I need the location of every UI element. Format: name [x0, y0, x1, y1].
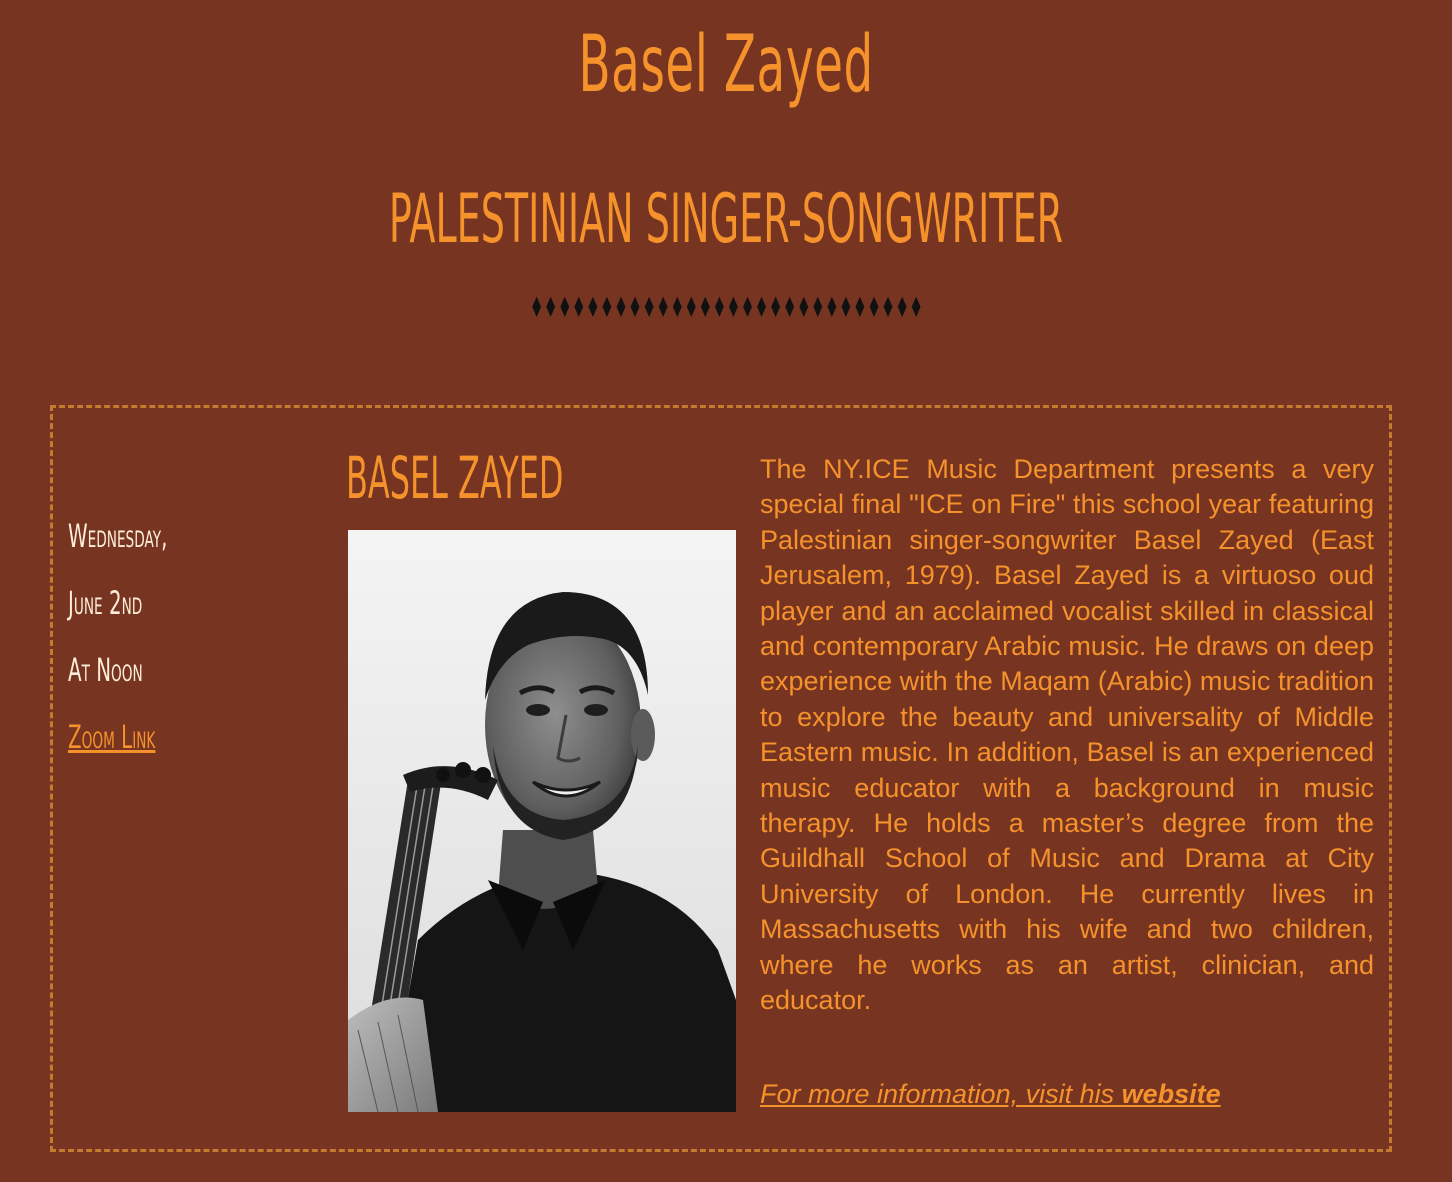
- zoom-link[interactable]: Zoom Link: [68, 718, 156, 756]
- artist-portrait-image: [348, 530, 736, 1112]
- diamond-divider: [0, 288, 1452, 328]
- zoom-link-wrapper: [68, 704, 223, 771]
- page-subtitle: [0, 170, 1452, 270]
- more-info-prefix: For more information, visit his: [760, 1079, 1122, 1109]
- artist-name-text: BASEL ZAYED: [346, 444, 564, 512]
- event-time: At Noon: [68, 651, 143, 689]
- more-info-link[interactable]: [760, 1079, 1221, 1109]
- event-card: [50, 405, 1392, 1152]
- event-details: [68, 503, 318, 771]
- page-title-text: Basel Zayed: [578, 20, 874, 110]
- diamond-divider-glyphs: ♦♦♦♦♦♦♦♦♦♦♦♦♦♦♦♦♦♦♦♦♦♦♦♦♦♦♦♦: [529, 291, 923, 324]
- artist-bio: The NY.ICE Music Department presents a very special final "ICE on Fire" this school year featuring Palestinian singer-songwriter Basel Zayed (East Jerusalem, 1979). Basel Zayed is a virtuoso oud player and an acclaimed vocalist skilled in classical and contemporary Arabic music. He draws on deep experience with the Maqam (Arabic) music tradition to explore the beauty and universality of Middle Eastern music. In addition, Basel is an experienced music educator with a background in music therapy. He holds a master’s degree from the Guildhall School of Music and Drama at City University of London. He currently lives in Massachusetts with his wife and two children, where he works as an artist, clinician, and educator.: [760, 454, 1374, 1016]
- more-info-line: [760, 1076, 1374, 1112]
- artist-photo: [348, 530, 736, 1112]
- page-subtitle-text: PALESTINIAN SINGER-SONGWRITER: [388, 180, 1064, 259]
- website-link[interactable]: website: [1121, 1079, 1221, 1109]
- artist-name-heading: [346, 438, 746, 518]
- page-title: [0, 0, 1452, 130]
- event-day: Wednesday,: [68, 517, 168, 555]
- event-date: June 2nd: [68, 584, 143, 622]
